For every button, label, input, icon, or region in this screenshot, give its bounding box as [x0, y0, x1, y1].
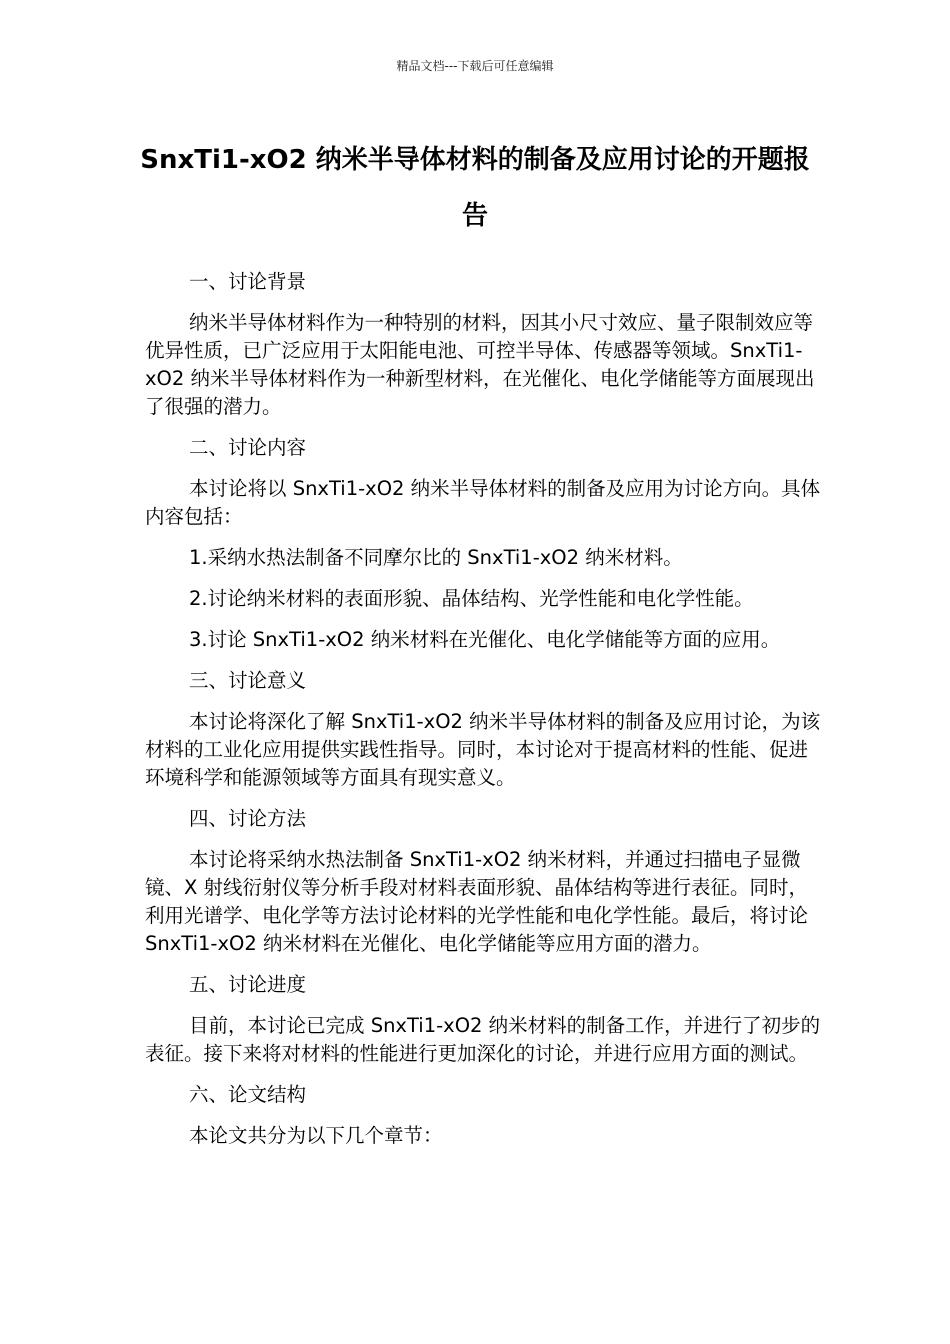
header-note: 精品文档---下载后可任意编辑 [396, 59, 554, 73]
paragraph-significance: 本讨论将深化了解 SnxTi1-xO2 纳米半导体材料的制备及应用讨论，为该材料的工业化应用提供实践性指导。同时，本讨论对于提高材料的性能、促进环境科学和能源领域等方面具有现实意义。 [145, 710, 821, 789]
paragraph-methods: 本讨论将采纳水热法制备 SnxTi1-xO2 纳米材料，并通过扫描电子显微镜、X 射线衍射仪等分析手段对材料表面形貌、晶体结构等进行表征。同时，利用光谱学、电化学等方法讨论材料的光学性能和电化学性能。最后，将讨论 SnxTi1-xO2 纳米材料在光催化、电化学储能等应用方面的潜力。 [145, 848, 809, 955]
section-heading-background: 一、讨论背景 [189, 270, 307, 293]
section-heading-structure: 六、论文结构 [189, 1083, 307, 1106]
section-heading-significance: 三、讨论意义 [189, 669, 307, 692]
list-item-content-1: 1.采纳水热法制备不同摩尔比的 SnxTi1-xO2 纳米材料。 [189, 546, 683, 569]
section-heading-progress: 五、讨论进度 [189, 973, 307, 996]
paragraph-content-intro: 本讨论将以 SnxTi1-xO2 纳米半导体材料的制备及应用为讨论方向。具体内容包括： [145, 477, 821, 528]
document-body [145, 268, 825, 1163]
list-item-content-3: 3.讨论 SnxTi1-xO2 纳米材料在光催化、电化学储能等方面的应用。 [189, 628, 781, 651]
paragraph-progress: 目前，本讨论已完成 SnxTi1-xO2 纳米材料的制备工作，并进行了初步的表征。接下来将对材料的性能进行更加深化的讨论，并进行应用方面的测试。 [145, 1014, 821, 1065]
paragraph-background: 纳米半导体材料作为一种特别的材料，因其小尺寸效应、量子限制效应等优异性质，已广泛应用于太阳能电池、可控半导体、传感器等领域。SnxTi1-xO2 纳米半导体材料作为一种新型材料，在光催化、电化学储能等方面展现出了很强的潜力。 [145, 311, 815, 418]
section-heading-content: 二、讨论内容 [189, 436, 307, 459]
document-title: SnxTi1-xO2 纳米半导体材料的制备及应用讨论的开题报告 [140, 145, 810, 231]
list-item-content-2: 2.讨论纳米材料的表面形貌、晶体结构、光学性能和电化学性能。 [189, 587, 754, 610]
section-heading-methods: 四、讨论方法 [189, 807, 307, 830]
paragraph-structure: 本论文共分为以下几个章节： [189, 1124, 443, 1147]
